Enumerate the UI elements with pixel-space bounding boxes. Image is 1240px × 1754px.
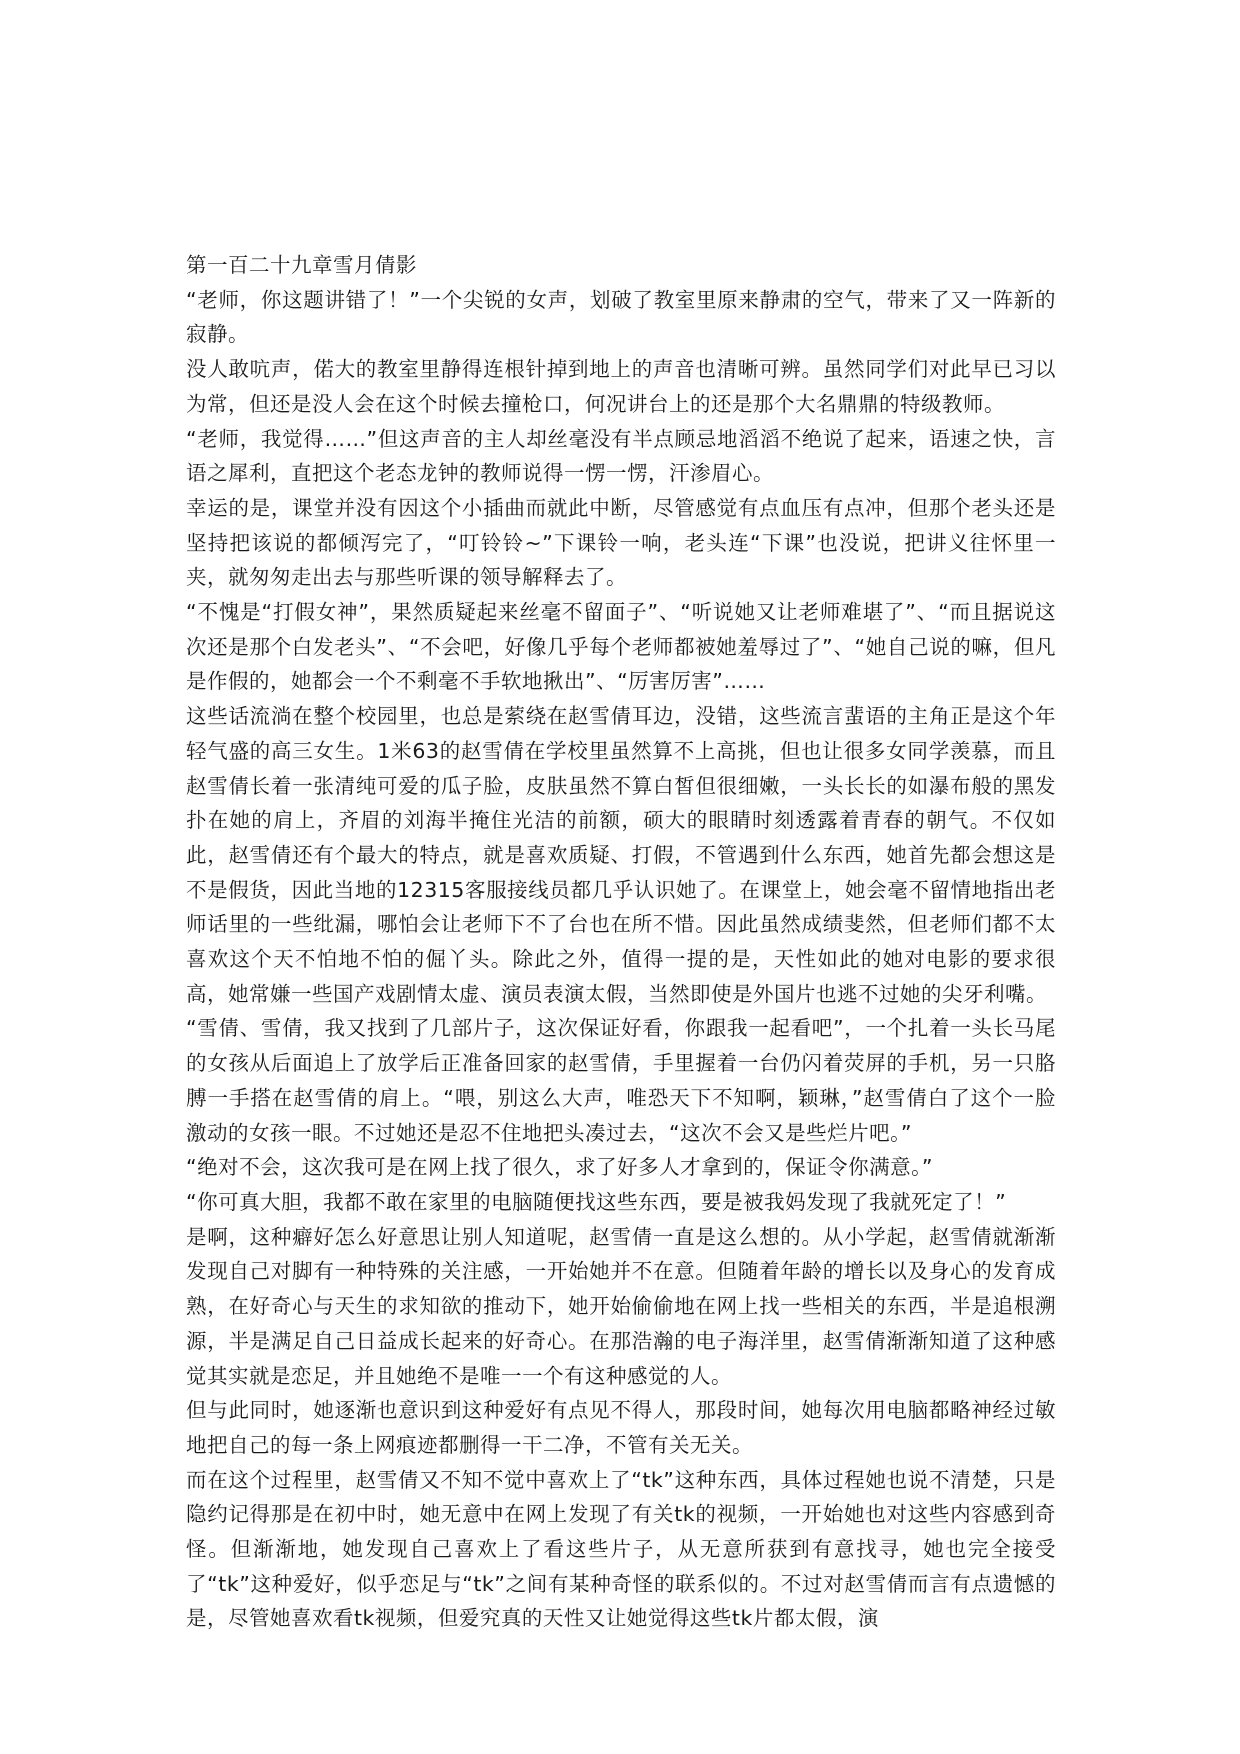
paragraph-1: “老师，你这题讲错了！”一个尖锐的女声，划破了教室里原来静肃的空气，带来了又一阵新的寂静。 — [186, 287, 1056, 347]
paragraph-3: “老师，我觉得……”但这声音的主人却丝毫没有半点顾忌地滔滔不绝说了起来，语速之快，言语之犀利，直把这个老态龙钟的教师说得一愣一愣，汗渗眉心。 — [186, 426, 1056, 486]
paragraph-11: 但与此同时，她逐渐也意识到这种爱好有点见不得人，那段时间，她每次用电脑都略神经过敏地把自己的每一条上网痕迹都删得一干二净，不管有关无关。 — [186, 1398, 1056, 1457]
paragraph-2: 没人敢吭声，偌大的教室里静得连根针掉到地上的声音也清晰可辨。虽然同学们对此早已习以为常，但还是没人会在这个时候去撞枪口，何况讲台上的还是那个大名鼎鼎的特级教师。 — [186, 357, 1056, 416]
paragraph-4: 幸运的是，课堂并没有因这个小插曲而就此中断，尽管感觉有点血压有点冲，但那个老头还是坚持把该说的都倾泻完了，“叮铃铃~”下课铃一响，老头连“下课”也没说，把讲义往怀里一夹，就匆匆走出去与那些听课的领导解释去了。 — [186, 495, 1056, 590]
paragraph-6: 这些话流淌在整个校园里，也总是萦绕在赵雪倩耳边，没错，这些流言蜚语的主角正是这个年轻气盛的高三女生。1米63的赵雪倩在学校里虽然算不上高挑，但也让很多女同学羡慕，而且赵雪倩长着一张清纯可爱的瓜子脸，皮肤虽然不算白皙但很细嫩，一头长长的如瀑布般的黑发扑在她的肩上，齐眉的刘海半掩住光洁的前额，硕大的眼睛时刻透露着青春的朝气。不仅如此，赵雪倩还有个最大的特点，就是喜欢质疑、打假，不管遇到什么东西，她首先都会想这是不是假货，因此当地的12315客服接线员都几乎认识她了。在课堂上，她会毫不留情地指出老师话里的一些纰漏，哪怕会让老师下不了台也在所不惜。因此虽然成绩斐然，但老师们都不太喜欢这个天不怕地不怕的倔丫头。除此之外，值得一提的是，天性如此的她对电影的要求很高，她常嫌一些国产戏剧情太虚、演员表演太假，当然即使是外国片也逃不过她的尖牙利嘴。 — [186, 704, 1056, 1006]
paragraph-12: 而在这个过程里，赵雪倩又不知不觉中喜欢上了“tk”这种东西，具体过程她也说不清楚，只是隐约记得那是在初中时，她无意中在网上发现了有关tk的视频，一开始她也对这些内容感到奇怪。但渐渐地，她发现自己喜欢上了看这些片子，从无意所获到有意找寻，她也完全接受了“tk”这种爱好，似乎恋足与“tk”之间有某种奇怪的联系似的。不过对赵雪倩而言有点遗憾的是，尽管她喜欢看tk视频，但爱究真的天性又让她觉得这些tk片都太假，演 — [186, 1467, 1056, 1631]
paragraph-9: “你可真大胆，我都不敢在家里的电脑随便找这些东西，要是被我妈发现了我就死定了！” — [186, 1189, 1007, 1214]
paragraph-7: “雪倩、雪倩，我又找到了几部片子，这次保证好看，你跟我一起看吧”，一个扎着一头长马尾的女孩从后面追上了放学后正准备回家的赵雪倩，手里握着一台仍闪着荧屏的手机，另一只胳膊一手搭在赵雪倩的肩上。“喂，别这么大声，唯恐天下不知啊，颖琳，”赵雪倩白了这个一脸激动的女孩一眼。不过她还是忍不住地把头凑过去，“这次不会又是些烂片吧。” — [186, 1016, 1056, 1145]
chapter-text — [186, 248, 1056, 1636]
paragraph-5: “不愧是“打假女神”，果然质疑起来丝毫不留面子”、“听说她又让老师难堪了”、“而且据说这次还是那个白发老头”、“不会吧，好像几乎每个老师都被她羞辱过了”、“她自己说的嘛，但凡是作假的，她都会一个不剩毫不手软地揪出”、“厉害厉害”…… — [186, 600, 1056, 694]
paragraph-10: 是啊，这种癖好怎么好意思让别人知道呢，赵雪倩一直是这么想的。从小学起，赵雪倩就渐渐发现自己对脚有一种特殊的关注感，一开始她并不在意。但随着年龄的增长以及身心的发育成熟，在好奇心与天生的求知欲的推动下，她开始偷偷地在网上找一些相关的东西，半是追根溯源，半是满足自己日益成长起来的好奇心。在那浩瀚的电子海洋里，赵雪倩渐渐知道了这种感觉其实就是恋足，并且她绝不是唯一一个有这种感觉的人。 — [186, 1224, 1056, 1388]
chapter-title: 第一百二十九章雪月倩影 — [186, 253, 417, 277]
paragraph-8: “绝对不会，这次我可是在网上找了很久，求了好多人才拿到的，保证令你满意。” — [186, 1155, 933, 1180]
